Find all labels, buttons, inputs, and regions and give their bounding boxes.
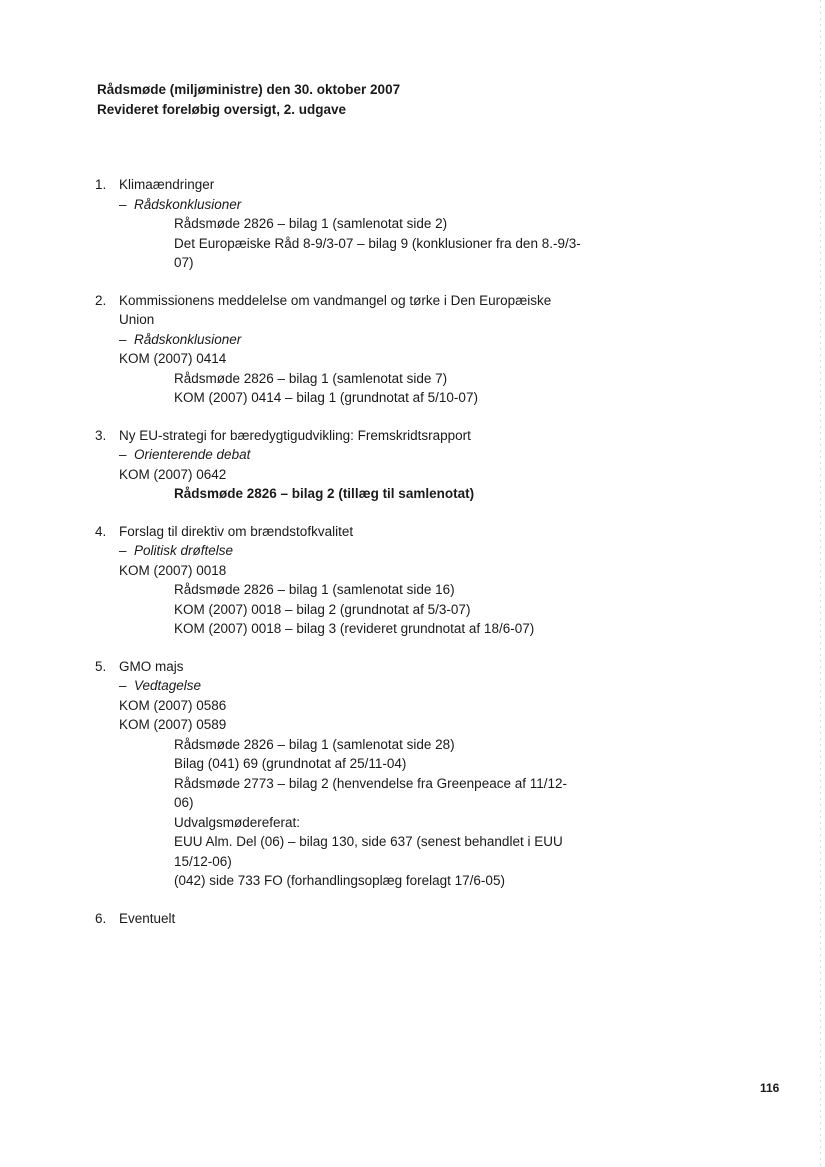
agenda-item-type-label: Rådskonklusioner [134,331,242,347]
agenda-item-type [119,541,825,561]
document-reference: EUU Alm. Del (06) – bilag 130, side 637 (senest behandlet i EUU 15/12-06) [174,834,563,869]
agenda-item-number: 3. [95,427,107,443]
agenda-item-1 [0,175,825,273]
agenda-item-documents [174,369,584,408]
type-dash: – [119,447,127,462]
document-reference: KOM (2007) 0018 – bilag 2 (grundnotat af 5/3-07) [174,601,471,617]
type-dash: – [119,678,127,693]
agenda-item-title: Klimaændringer [119,177,215,192]
document-reference: Rådsmøde 2826 – bilag 1 (samlenotat side 2) [174,216,448,231]
agenda-item-number: 1. [95,177,107,192]
document-reference: Rådsmøde 2826 – bilag 1 (samlenotat side 7) [174,370,448,386]
type-dash: – [119,331,127,347]
agenda-item-title: Kommissionens meddelelse om vandmangel og tørke i Den Europæiske Union [119,292,552,327]
agenda-item-reference: KOM (2007) 0642 [119,466,227,482]
agenda-list [0,175,825,946]
agenda-item-number: 4. [95,523,107,539]
page-number: 116 [760,1081,780,1095]
agenda-item-type [119,445,825,465]
agenda-item-type [119,330,825,350]
agenda-item-title: Forslag til direktiv om brændstofkvalitet [119,523,354,539]
document-reference: Det Europæiske Råd 8-9/3-07 – bilag 9 (konklusioner fra den 8.-9/3-07) [174,235,581,270]
document-header [97,80,400,120]
document-reference: KOM (2007) 0018 – bilag 3 (revideret grundnotat af 18/6-07) [174,621,535,636]
document-reference: Rådsmøde 2826 – bilag 1 (samlenotat side 28) [174,736,455,752]
agenda-item-3 [0,426,825,504]
agenda-item-2 [0,291,825,408]
agenda-item-title: Ny EU-strategi for bæredygtigudvikling: Fremskridtsrapport [119,427,471,443]
document-reference: KOM (2007) 0414 – bilag 1 (grundnotat af 5/10-07) [174,390,478,405]
document-reference: Rådsmøde 2826 – bilag 2 (tillæg til samlenotat) [174,486,475,501]
document-reference: Bilag (041) 69 (grundnotat af 25/11-04) [174,756,407,771]
type-dash: – [119,196,127,212]
header-subtitle: Revideret foreløbig oversigt, 2. udgave [97,102,347,117]
agenda-item-documents [174,214,584,273]
agenda-item-type-label: Orienterende debat [134,447,251,462]
agenda-item-type [119,676,825,696]
agenda-item-number: 6. [95,910,107,926]
agenda-item-reference: KOM (2007) 0586 [119,697,227,713]
document-reference: Rådsmøde 2826 – bilag 1 (samlenotat side 16) [174,582,455,597]
agenda-item-type-label: Politisk drøftelse [134,543,234,558]
agenda-item-documents [174,484,584,504]
agenda-item-reference: KOM (2007) 0414 [119,351,227,366]
agenda-item-documents [174,735,584,891]
agenda-item-documents [174,580,584,639]
agenda-item-number: 5. [95,658,107,674]
agenda-item-type [119,195,825,215]
agenda-item-title: Eventuelt [119,910,176,926]
agenda-item-type-label: Rådskonklusioner [134,196,242,212]
document-reference: (042) side 733 FO (forhandlingsoplæg forelagt 17/6-05) [174,873,505,888]
agenda-item-reference: KOM (2007) 0018 [119,562,227,578]
agenda-item-type-label: Vedtagelse [134,678,202,693]
document-reference: Udvalgsmødereferat: [174,814,301,830]
agenda-item-reference: KOM (2007) 0589 [119,717,227,732]
agenda-item-title: GMO majs [119,658,184,674]
document-reference: Rådsmøde 2773 – bilag 2 (henvendelse fra Greenpeace af 11/12-06) [174,775,568,810]
agenda-item-number: 2. [95,292,107,308]
scan-edge-artifact [820,0,821,1167]
agenda-item-4 [0,522,825,639]
agenda-item-6 [0,909,825,929]
type-dash: – [119,543,127,558]
header-title: Rådsmøde (miljøministre) den 30. oktober 2007 [97,82,401,97]
agenda-item-5 [0,657,825,891]
